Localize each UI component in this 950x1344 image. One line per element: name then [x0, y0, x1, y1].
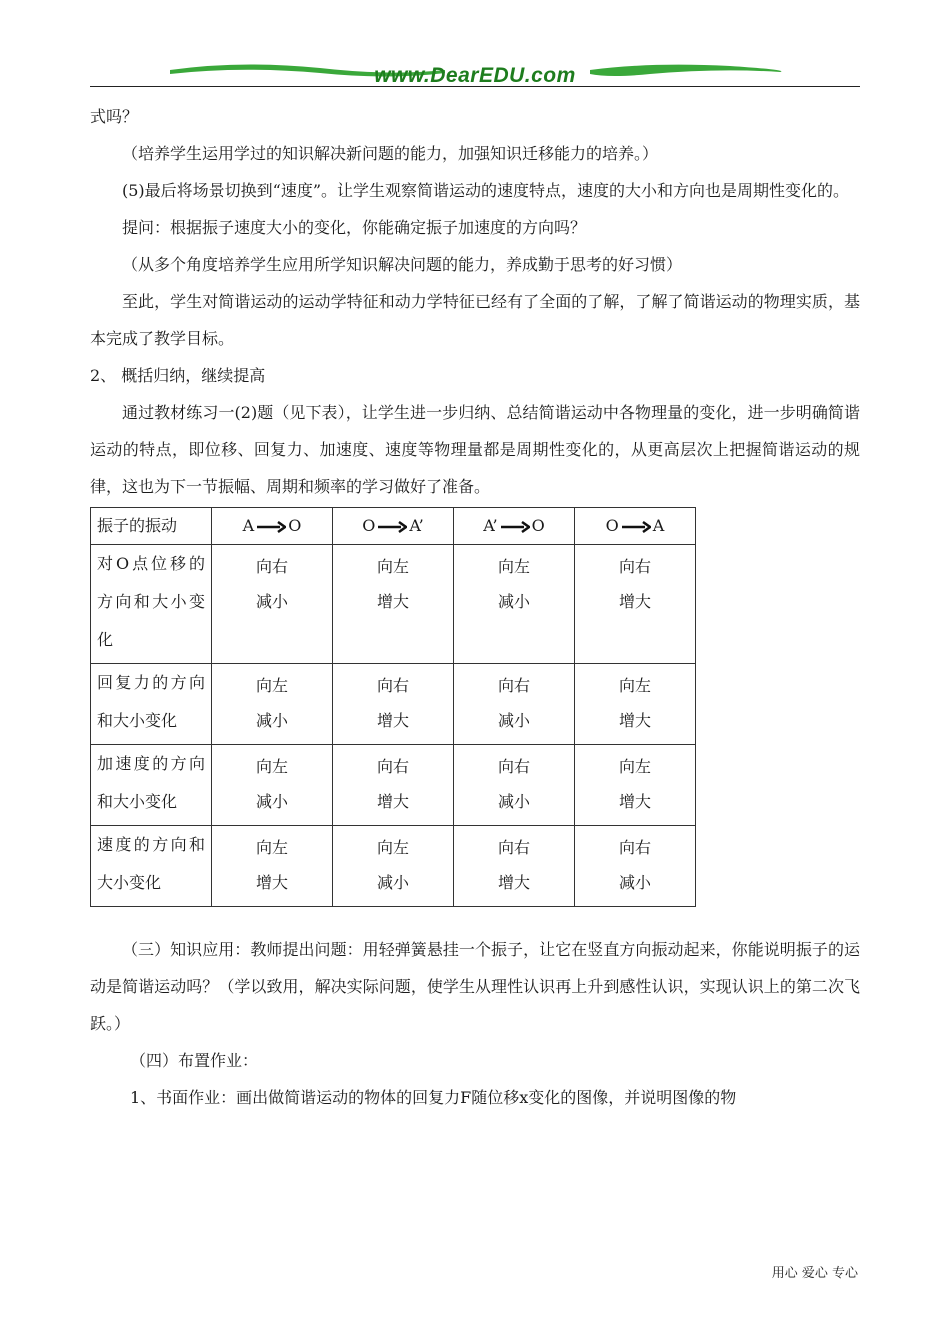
direction-value: 向左: [618, 757, 651, 776]
row-label: 速度的方向和大小变化: [91, 826, 212, 907]
column-to: O: [531, 516, 545, 535]
section-heading: 2、 概括归纳，继续提高: [90, 366, 266, 385]
magnitude-value: 减小: [255, 792, 288, 811]
direction-value: 向左: [618, 676, 651, 695]
table-column-header: [575, 508, 696, 545]
direction-value: 向左: [497, 557, 530, 576]
magnitude-value: 减小: [497, 592, 530, 611]
table-cell: [333, 826, 454, 907]
column-from: O: [362, 516, 376, 535]
magnitude-value: 减小: [497, 711, 530, 730]
magnitude-value: 减小: [255, 592, 288, 611]
paragraph: 至此，学生对简谐运动的运动学特征和动力学特征已经有了全面的了解，了解了简谐运动的物理实质，基本完成了教学目标。: [90, 292, 860, 348]
table-cell: [454, 545, 575, 664]
paragraph: 式吗？: [90, 107, 139, 126]
table-cell: [575, 745, 696, 826]
direction-value: 向左: [255, 757, 288, 776]
paragraph: 提问：根据振子速度大小的变化，你能确定振子加速度的方向吗？: [122, 218, 587, 237]
direction-value: 向右: [255, 557, 288, 576]
table-cell: [454, 745, 575, 826]
table-column-header: [212, 508, 333, 545]
table-cell: [575, 545, 696, 664]
direction-value: 向左: [255, 838, 288, 857]
header-rule: [90, 86, 860, 87]
magnitude-value: 增大: [618, 711, 651, 730]
direction-value: 向右: [497, 757, 530, 776]
magnitude-value: 减小: [618, 873, 651, 892]
column-to: O: [288, 516, 302, 535]
table-column-header: [454, 508, 575, 545]
magnitude-value: 增大: [376, 792, 409, 811]
direction-value: 向左: [255, 676, 288, 695]
magnitude-value: 增大: [618, 792, 651, 811]
column-to: A: [652, 516, 665, 535]
paragraph: （三）知识应用：教师提出问题：用轻弹簧悬挂一个振子，让它在竖直方向振动起来，你能说明振子的运动是简谐运动吗？（学以致用，解决实际问题，使学生从理性认识再上升到感性认识，实现认识上的第二次飞跃。）: [90, 940, 860, 1033]
table-cell: [333, 664, 454, 745]
magnitude-value: 增大: [376, 592, 409, 611]
paragraph: （四）布置作业：: [130, 1051, 259, 1070]
direction-value: 向右: [497, 676, 530, 695]
paragraph: （从多个角度培养学生应用所学知识解决问题的能力，养成勤于思考的好习惯）: [122, 255, 683, 274]
page-header: [90, 56, 860, 92]
direction-value: 向左: [376, 557, 409, 576]
table-cell: [333, 545, 454, 664]
table-cell: [454, 664, 575, 745]
magnitude-value: 减小: [497, 792, 530, 811]
paragraph: （培养学生运用学过的知识解决新问题的能力，加强知识迁移能力的培养。）: [122, 144, 659, 163]
direction-value: 向右: [618, 838, 651, 857]
row-label: 对O点位移的方向和大小变化: [91, 545, 212, 664]
direction-value: 向右: [497, 838, 530, 857]
magnitude-value: 增大: [618, 592, 651, 611]
table-corner-cell: 振子的振动: [91, 508, 212, 545]
table-row: [91, 664, 696, 745]
right-arrow-icon: [500, 521, 530, 533]
direction-value: 向左: [376, 838, 409, 857]
column-to: A’: [409, 516, 424, 535]
column-from: A’: [483, 516, 498, 535]
table-cell: [575, 664, 696, 745]
right-arrow-icon: [377, 521, 407, 533]
magnitude-value: 增大: [255, 873, 288, 892]
table-cell: [212, 745, 333, 826]
document-body: [90, 98, 860, 1116]
column-from: O: [605, 516, 619, 535]
column-from: A: [242, 516, 255, 535]
table-row: [91, 826, 696, 907]
paragraph: (5)最后将场景切换到“速度”。让学生观察简谐运动的速度特点，速度的大小和方向也是周期性变化的。: [122, 181, 850, 200]
oscillation-table: [90, 507, 696, 907]
table-column-header: [333, 508, 454, 545]
magnitude-value: 增大: [497, 873, 530, 892]
magnitude-value: 减小: [255, 711, 288, 730]
row-label: 加速度的方向和大小变化: [91, 745, 212, 826]
row-label: 回复力的方向和大小变化: [91, 664, 212, 745]
right-arrow-icon: [621, 521, 651, 533]
site-logo-text: www.DearEDU.com: [374, 64, 576, 87]
paragraph: 通过教材练习一(2)题（见下表），让学生进一步归纳、总结简谐运动中各物理量的变化，进一步明确简谐运动的特点，即位移、回复力、加速度、速度等物理量都是周期性变化的，从更高层次上把握简谐运动的规律，这也为下一节振幅、周期和频率的学习做好了准备。: [90, 403, 860, 496]
magnitude-value: 减小: [376, 873, 409, 892]
magnitude-value: 增大: [376, 711, 409, 730]
table-cell: [575, 826, 696, 907]
table-cell: [212, 545, 333, 664]
paragraph: 1、书面作业：画出做简谐运动的物体的回复力F随位移x变化的图像，并说明图像的物: [130, 1088, 737, 1107]
table-cell: [212, 664, 333, 745]
table-cell: [333, 745, 454, 826]
direction-value: 向右: [618, 557, 651, 576]
direction-value: 向右: [376, 757, 409, 776]
table-cell: [212, 826, 333, 907]
table-row: [91, 745, 696, 826]
right-arrow-icon: [256, 521, 286, 533]
direction-value: 向右: [376, 676, 409, 695]
table-header-row: [91, 508, 696, 545]
table-cell: [454, 826, 575, 907]
table-row: [91, 545, 696, 664]
page-footer: 用心 爱心 专心: [771, 1266, 858, 1281]
